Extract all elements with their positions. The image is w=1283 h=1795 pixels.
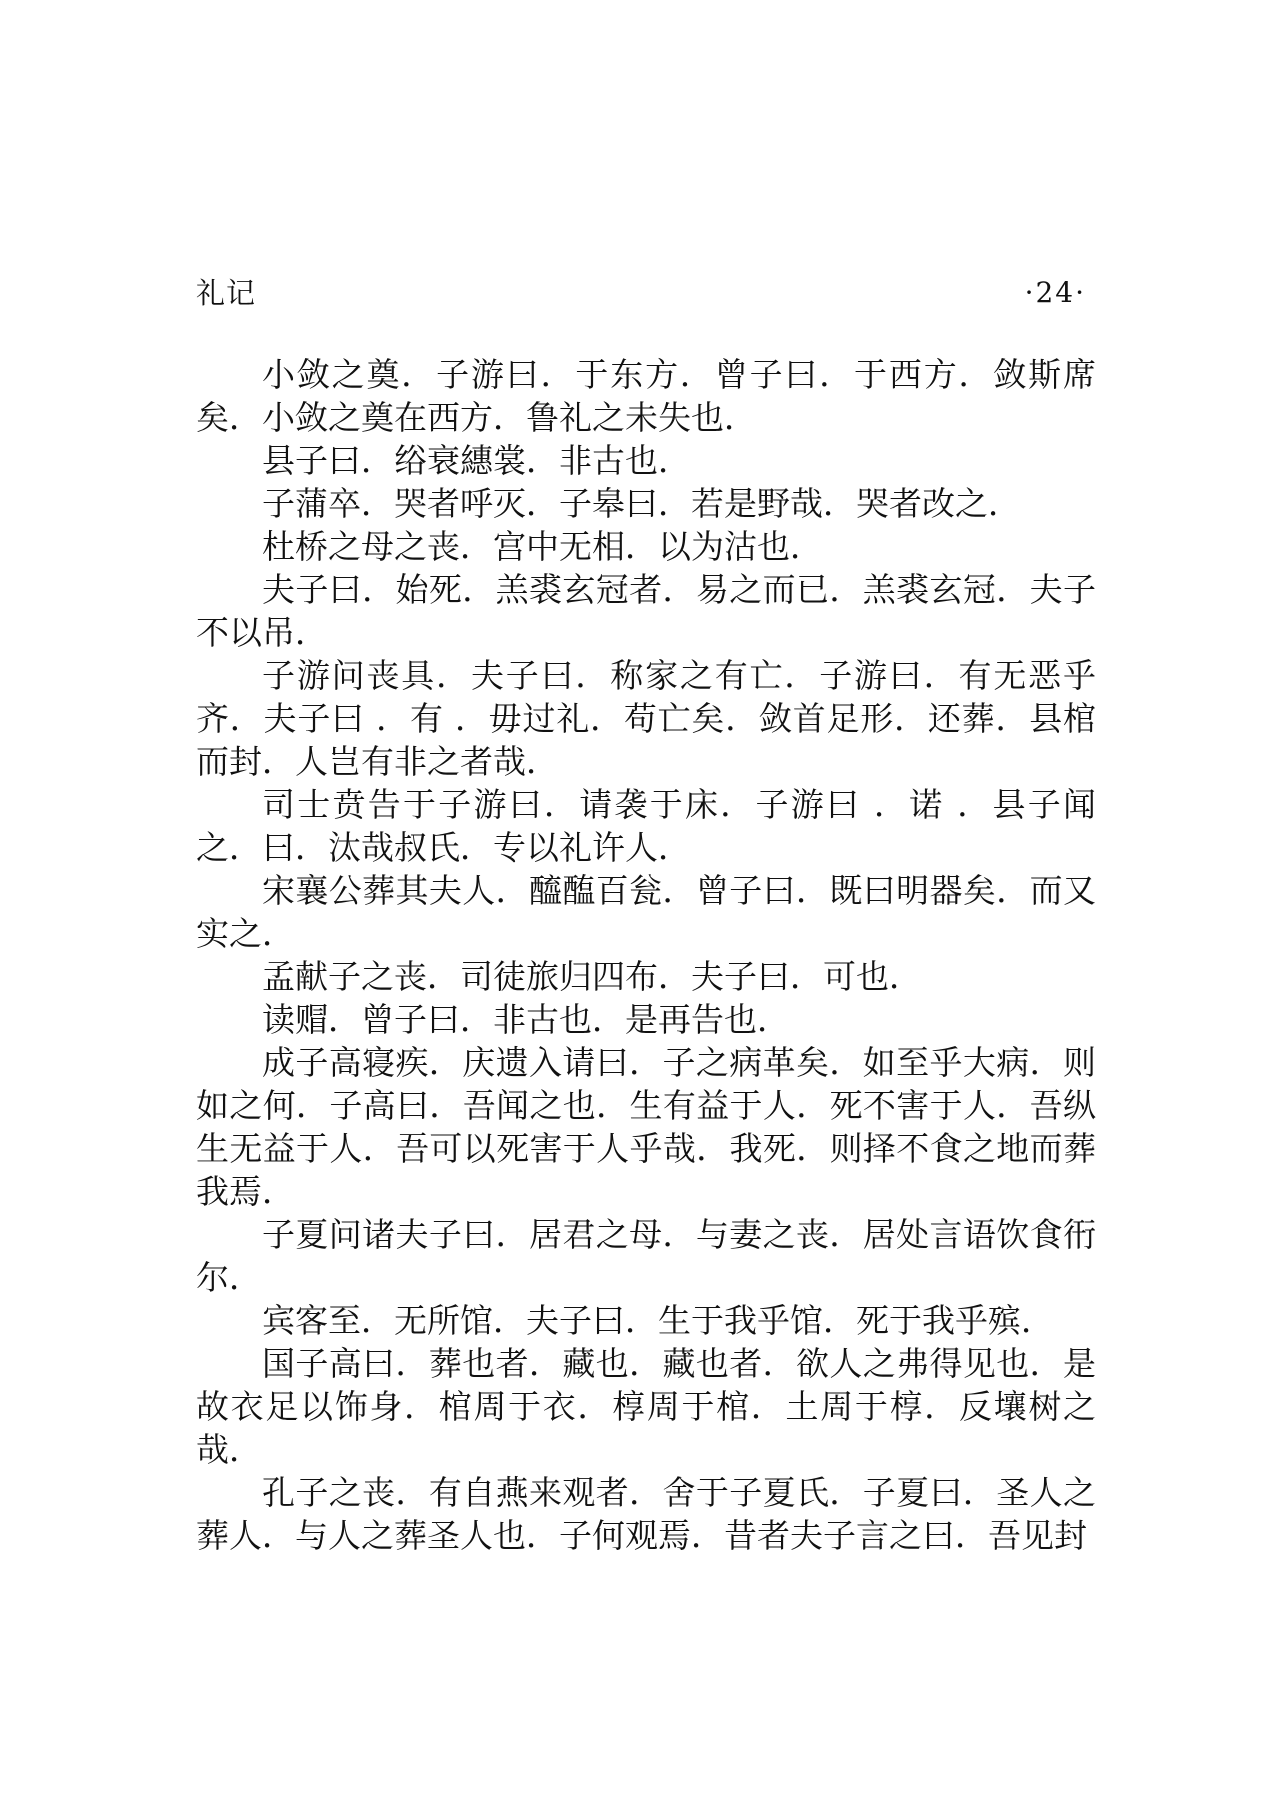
paragraph: 子蒲卒．哭者呼灭．子皋曰．若是野哉．哭者改之． — [262, 484, 1021, 523]
paragraph: 司士贲告于子游曰．请袭于床．子游曰 ．诺 ．县子闻之．曰．汰哉叔氏．专以礼许人． — [196, 785, 1096, 867]
paragraph: 孔子之丧．有自燕来观者．舍于子夏氏．子夏曰．圣人之葬人．与人之葬圣人也．子何观焉．昔者夫子言之曰．吾见封 — [196, 1473, 1096, 1555]
body-text — [196, 353, 1096, 1557]
page-number: ·24· — [1024, 276, 1086, 309]
page-header — [196, 268, 1086, 318]
paragraph: 宾客至．无所馆．夫子曰．生于我乎馆．死于我乎殡． — [262, 1301, 1054, 1340]
paragraph: 孟献子之丧．司徒旅归四布．夫子曰．可也． — [262, 957, 922, 996]
running-title: 礼记 — [196, 276, 257, 310]
paragraph: 县子曰．绤衰繐裳．非古也． — [262, 441, 691, 480]
paragraph: 小敛之奠．子游曰．于东方．曾子曰．于西方．敛斯席矣．小敛之奠在西方．鲁礼之未失也． — [196, 355, 1096, 437]
paragraph: 夫子曰．始死．羔裘玄冠者．易之而已．羔裘玄冠．夫子不以吊． — [196, 570, 1096, 652]
paragraph: 国子高曰．葬也者．藏也．藏也者．欲人之弗得见也．是故衣足以饰身．棺周于衣．椁周于棺．土周于椁．反壤树之哉． — [196, 1344, 1096, 1469]
paragraph: 宋襄公葬其夫人．醯醢百瓮．曾子曰．既曰明器矣．而又实之． — [196, 871, 1096, 953]
paragraph: 子游问丧具．夫子曰．称家之有亡．子游曰．有无恶乎齐．夫子曰 ．有 ．毋过礼．苟亡矣．敛首足形．还葬．县棺而封．人岂有非之者哉． — [196, 656, 1096, 781]
paragraph: 读赗．曾子曰．非古也．是再告也． — [262, 1000, 790, 1039]
paragraph: 杜桥之母之丧．宫中无相．以为沽也． — [262, 527, 823, 566]
paragraph: 子夏问诸夫子曰．居君之母．与妻之丧．居处言语饮食衎尔． — [196, 1215, 1096, 1297]
paragraph: 成子高寝疾．庆遗入请曰．子之病革矣．如至乎大病．则如之何．子高曰．吾闻之也．生有益于人．死不害于人．吾纵生无益于人．吾可以死害于人乎哉．我死．则择不食之地而葬我焉． — [196, 1043, 1096, 1211]
